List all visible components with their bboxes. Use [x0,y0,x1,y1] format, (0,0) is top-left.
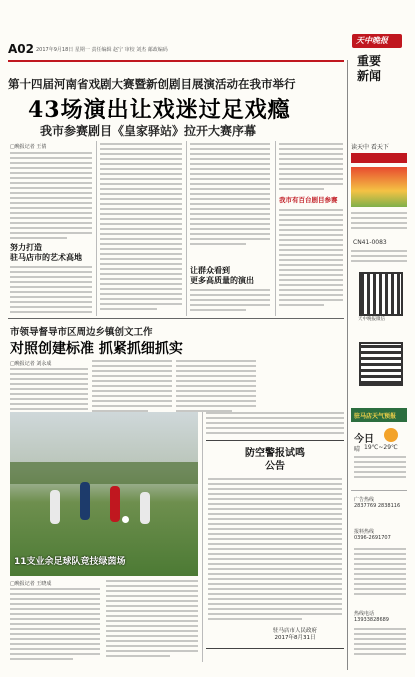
lead-subhead: 我市参赛剧目《皇家驿站》拉开大赛序幕 [40,124,257,138]
story2-col2 [92,360,172,415]
ad-heading: 我市有百台剧目参赛 [279,196,338,204]
right-col-rule [351,490,407,491]
story2-headline: 对照创建标准 抓紧抓细抓实 [10,341,183,357]
right-col-footer-lines [354,628,406,658]
phone-label: 报料热线 [354,529,375,535]
ad-hotline: 2837769 2838116 [354,503,401,509]
weather-forecast-lines [354,456,406,481]
ad-block [279,195,343,205]
lead-body-col4 [279,143,343,193]
story2-rule [8,318,344,319]
right-col-divider [347,60,348,670]
logo-text: 天中晚报 [356,36,388,45]
lead-subhead3: 让群众看到 更多高质量的演出 [190,266,254,285]
lead-body-col3 [190,143,270,248]
story2-side-text [206,412,344,437]
football-photo [10,412,198,576]
player-figure-2 [80,482,90,520]
notice-title: 防空警报试鸣 公告 [245,448,305,472]
story2-kicker: 市领导督导市区周边乡镇创文工作 [10,327,153,338]
player-figure-4 [140,492,150,524]
lead-headline: 43场演出让戏迷过足戏瘾 [28,97,291,123]
sun-icon [384,428,398,442]
weather-temp-range: 19℃~29℃ [364,444,398,451]
story2-col1 [10,368,88,418]
right-col-text1 [351,212,407,232]
right-col-text2 [351,250,407,265]
notice-body [208,478,342,623]
hotline-number: 13933828689 [354,617,389,623]
story2-photo-col1 [10,588,100,663]
qr-label-1: 天中晚报微信 [358,317,385,322]
player-figure-3 [110,486,120,522]
player-figure-1 [50,490,60,524]
lead-body-col1b [10,266,92,316]
col-divider-1 [96,141,97,316]
qr-code-1 [359,272,403,316]
story2-photo-col2 [106,580,198,660]
weather-today: 今日 [354,434,374,445]
promo-ad-image [351,167,407,207]
lead-kicker: 第十四届河南省戏剧大赛暨新创剧目展演活动在我市举行 [8,77,296,91]
lead-subhead2: 努力打造 驻马店市的艺术高地 [10,243,82,262]
lead-body-col2 [100,143,182,313]
story2-col3 [176,360,256,415]
red-promo-banner [351,153,407,163]
notice-signature: 驻马店市人民政府 2017年8月31日 [272,628,317,641]
right-col-info [354,548,406,598]
photo-caption: 11支业余足球队竞技绿茵场 [14,557,126,567]
date-line: 2017年9月18日 星期一 责任编辑 赵宁 审校 刘杰 邮政编码 [36,47,168,53]
code-label: CN41-0083 [353,239,387,246]
ad-hotline-label: 广告热线 [354,497,375,503]
notice-bottom-rule [206,648,344,649]
notice-top-rule [206,440,344,441]
lead-body-col3b [190,289,270,314]
lead-byline: □晚报记者 王倩 [10,144,47,150]
lead-body-col1 [10,152,92,242]
story2-byline: □晚报记者 刘永成 [10,361,52,367]
section-label: 重要 新闻 [357,54,382,83]
phone-number: 0396-2691707 [354,535,391,541]
lead-body-col4b [279,209,343,309]
right-top-note: 读天中 看天下 [351,144,389,151]
tree-line [10,462,198,484]
story2-byline2: □晚报记者 王晓成 [10,581,52,587]
col-divider-3 [275,141,276,316]
weather-banner-text: 驻马店天气预报 [354,413,397,420]
page-code: A02 [8,42,34,56]
qr-code-2 [359,342,403,386]
weather-condition: 晴 [354,446,361,453]
hotline-label: 热线电话 [354,611,375,617]
ball [122,516,129,523]
header-rule [8,60,344,62]
col-divider-2 [186,141,187,316]
notice-divider [202,412,203,662]
